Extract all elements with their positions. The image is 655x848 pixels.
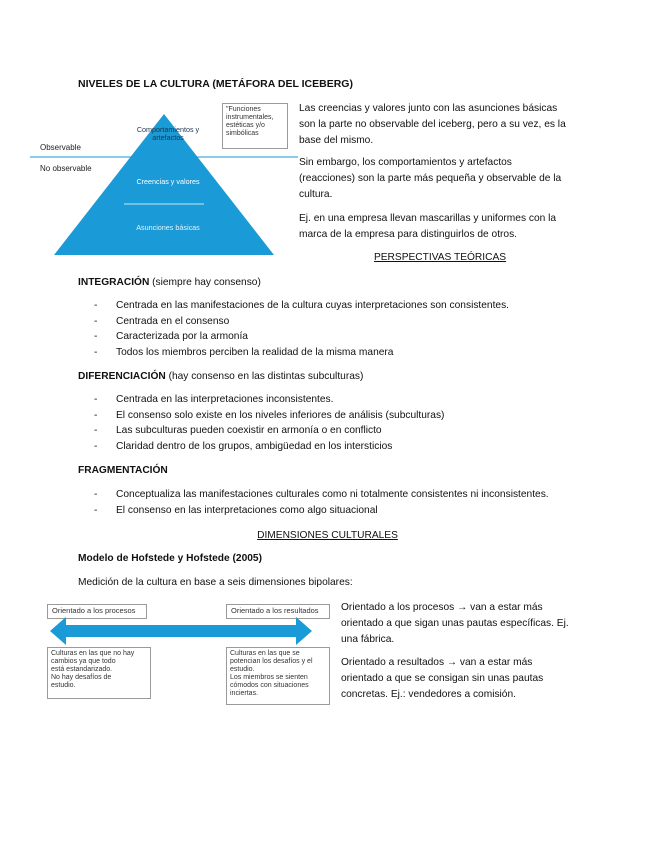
differentiation-list <box>94 392 444 455</box>
hofstede-model-heading: Modelo de Hofstede y Hofstede (2005) <box>78 553 262 564</box>
list-item: - Conceptualiza las manifestaciones culturales como ni totalmente consistentes ni inconsistentes. <box>94 489 549 500</box>
list-item: - El consenso solo existe en los niveles inferiores de análisis (subculturas) <box>94 409 445 421</box>
level-behaviors: Comportamientos y artefactos <box>136 125 200 142</box>
dimensions-intro: Medición de la cultura en base a seis dimensiones bipolares: <box>78 577 353 588</box>
perspectives-title: PERSPECTIVAS TEÓRICAS <box>373 252 507 263</box>
list-item: - Las subculturas pueden coexistir en armonía o en conflicto <box>94 425 382 437</box>
fragmentation-heading: FRAGMENTACIÓN <box>78 465 168 476</box>
list-item: - Centrada en las manifestaciones de la cultura cuyas interpretaciones son consistentes. <box>94 300 510 311</box>
iceberg-paragraph-3: Ej. en una empresa llevan mascarillas y uniformes con la marca de la empresa para distinguirlos de otros. <box>299 213 557 240</box>
list-item: - Claridad dentro de los grupos, ambigüedad en los intersticios <box>94 441 393 453</box>
process-oriented-paragraph: Orientado a los procesos → van a estar más orientado a que sigan unas pautas específicas. Ej. una fábrica. <box>341 602 569 645</box>
differentiation-heading: DIFERENCIACIÓN (hay consenso en las distintas subculturas) <box>78 371 364 382</box>
bipolar-arrow <box>50 614 312 648</box>
iceberg-title: NIVELES DE LA CULTURA (METÁFORA DEL ICEBERG) <box>78 78 353 90</box>
functions-note-box: "Funciones instrumentales, estéticas y/o simbólicas <box>222 103 288 149</box>
list-item: - Caracterizada por la armonía <box>94 331 248 343</box>
list-item: - El consenso en las interpretaciones como algo situacional <box>94 504 378 516</box>
level-assumptions: Asunciones básicas <box>136 223 200 232</box>
results-label-box: Orientado a los resultados <box>226 604 330 619</box>
dimensions-title: DIMENSIONES CULTURALES <box>257 530 398 541</box>
process-label-box: Orientado a los procesos <box>47 604 147 619</box>
list-item: - Centrada en las interpretaciones inconsistentes. <box>94 394 334 405</box>
fragmentation-list <box>94 487 549 518</box>
no-observable-label: No observable <box>40 164 92 173</box>
process-description-box: Culturas en las que no hay cambios ya que todo está estandarizado. No hay desafíos de estudio. <box>47 647 151 699</box>
integration-heading: INTEGRACIÓN (siempre hay consenso) <box>78 277 261 288</box>
level-beliefs: Creencias y valores <box>136 177 200 186</box>
iceberg-paragraph-2: Sin embargo, los comportamientos y artefactos (reacciones) son la parte más pequeña y observable de la cultura. <box>299 157 562 200</box>
results-oriented-paragraph: Orientado a resultados → van a estar más orientado a que se consigan sin unas pautas concretas. Ej.: vendedores a comisión. <box>341 657 544 700</box>
list-item: - Centrada en el consenso <box>94 315 230 327</box>
integration-list <box>94 298 509 361</box>
observable-label: Observable <box>40 143 81 152</box>
results-description-box: Culturas en las que se potencian los desafíos y el estudio. Los miembros se sienten cómodos con situaciones inciertas. <box>226 647 330 705</box>
iceberg-paragraph-1: Las creencias y valores junto con las asunciones básicas son la parte no observable del iceberg, pero a su vez, es la base del mismo. <box>299 103 566 146</box>
double-arrow <box>50 617 312 645</box>
list-item: - Todos los miembros perciben la realidad de la misma manera <box>94 347 394 359</box>
